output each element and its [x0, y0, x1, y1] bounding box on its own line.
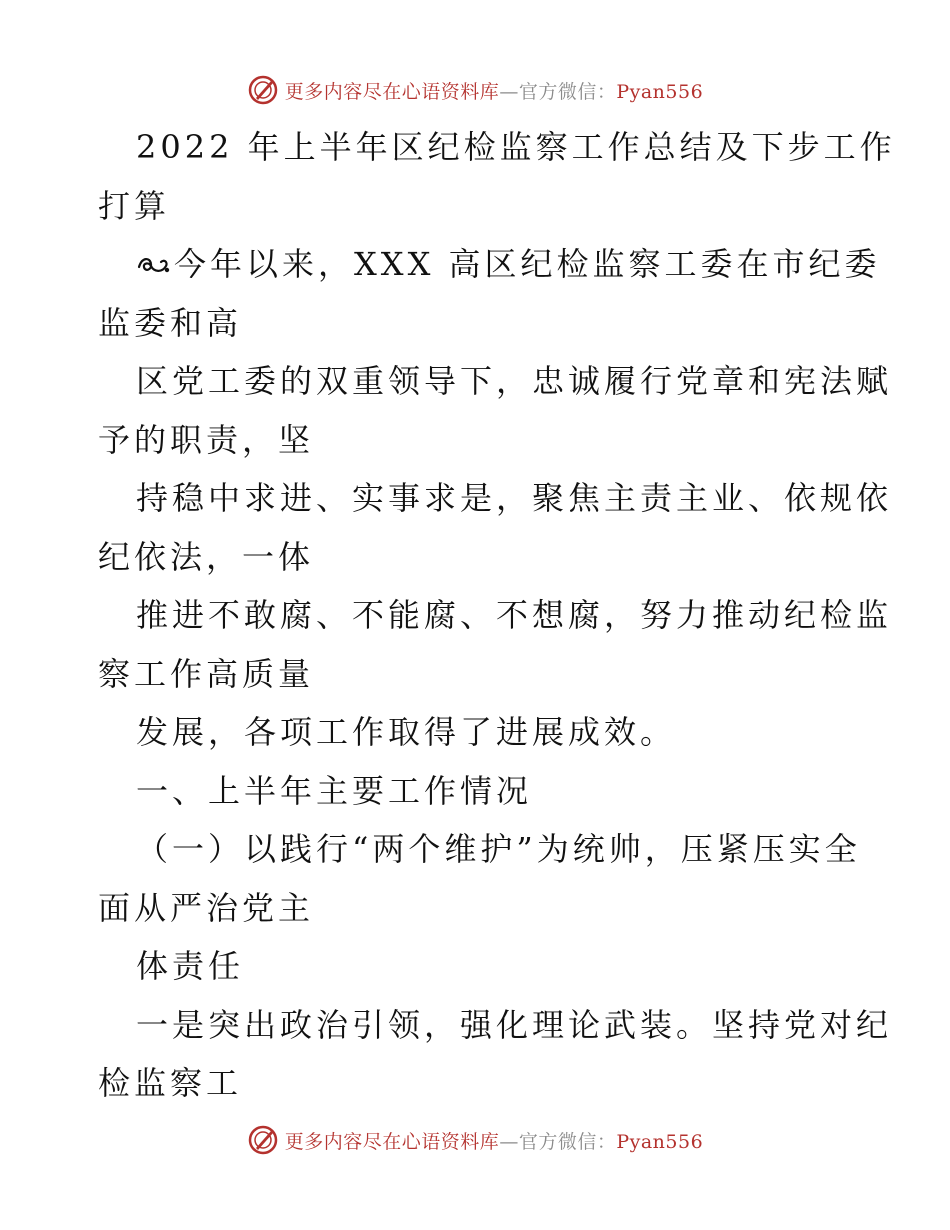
footer-banner — [0, 1120, 950, 1160]
paragraph-line: 一是突出政治引领，强化理论武装。坚持党对纪 — [136, 1005, 893, 1044]
paragraph-line: 持稳中求进、实事求是，聚焦主责主业、依规依 — [136, 479, 893, 517]
flourish-ornament-icon — [136, 253, 172, 277]
subsection-heading: （一）以践行“两个维护”为统帅，压紧压实全 — [136, 830, 861, 868]
header-banner — [0, 70, 950, 110]
banner-site-name: 更多内容尽在心语资料库 — [284, 1130, 500, 1153]
paragraph-line: 发展，各项工作取得了进展成效。 — [136, 713, 677, 751]
banner-wechat-label: —官方微信： — [499, 80, 617, 103]
banner-site-name: 更多内容尽在心语资料库 — [284, 80, 500, 103]
paragraph-line: 区党工委的双重领导下，忠诚履行党章和宪法赋 — [136, 362, 893, 400]
quill-seal-icon — [247, 74, 279, 106]
banner-wechat-id: Pyan556 — [616, 1130, 704, 1153]
document-title-line-2: 打算 — [98, 186, 171, 225]
paragraph-line: 监委和高 — [98, 303, 243, 342]
quill-seal-icon — [247, 1124, 279, 1156]
subsection-heading-cont: 面从严治党主 — [98, 888, 315, 927]
banner-text — [285, 77, 703, 104]
document-body — [98, 118, 896, 1113]
paragraph-line: 予的职责，坚 — [98, 420, 315, 459]
banner-text — [285, 1127, 703, 1154]
section-heading: 一、上半年主要工作情况 — [136, 771, 533, 810]
subsection-heading-cont: 体责任 — [136, 947, 245, 985]
paragraph-line: 纪依法，一体 — [98, 537, 315, 576]
banner-wechat-label: —官方微信： — [499, 1130, 617, 1153]
paragraph-line: 推进不敢腐、不能腐、不想腐，努力推动纪检监 — [136, 596, 893, 634]
paragraph-line: 察工作高质量 — [98, 654, 315, 693]
document-title-line-1: 2022 年上半年区纪检监察工作总结及下步工作 — [136, 128, 896, 166]
banner-wechat-id: Pyan556 — [616, 80, 704, 103]
paragraph-text: 今年以来，XXX 高区纪检监察工委在市纪委 — [174, 245, 881, 283]
paragraph-line — [98, 235, 881, 294]
paragraph-line: 检监察工 — [98, 1064, 243, 1102]
